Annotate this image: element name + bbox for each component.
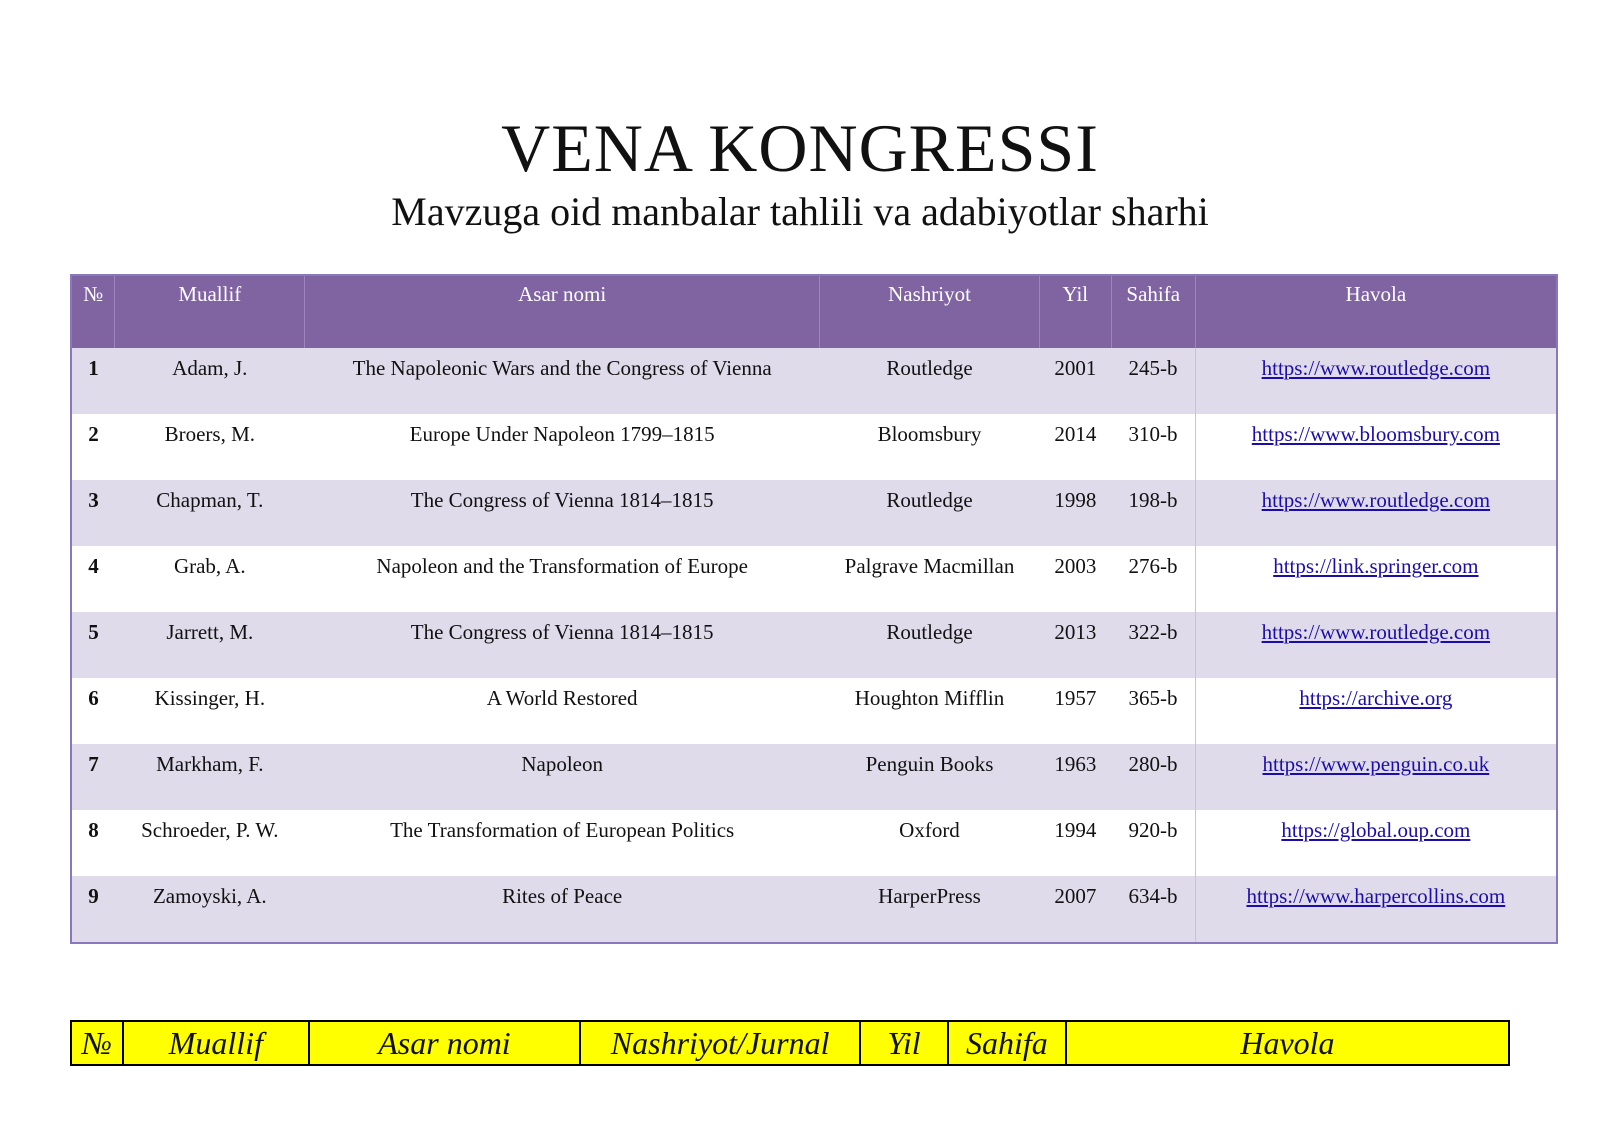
table-row [71,876,1557,943]
row-link-cell [1195,414,1557,480]
row-link-cell [1195,876,1557,943]
header-year: Yil [1039,275,1111,348]
row-title: The Congress of Vienna 1814–1815 [305,612,820,678]
row-publisher: Bloomsbury [820,414,1040,480]
row-pages: 322-b [1111,612,1195,678]
row-title: Napoleon [305,744,820,810]
table-row [71,678,1557,744]
row-author: Adam, J. [115,348,305,414]
row-title: A World Restored [305,678,820,744]
row-pages: 920-b [1111,810,1195,876]
row-title: Europe Under Napoleon 1799–1815 [305,414,820,480]
row-number: 5 [71,612,115,678]
row-pages: 198-b [1111,480,1195,546]
document-subtitle: Mavzuga oid manbalar tahlili va adabiyotlar sharhi [391,189,1209,234]
row-link-cell [1195,348,1557,414]
row-link[interactable]: https://www.routledge.com [1261,620,1491,644]
row-year: 2003 [1039,546,1111,612]
row-pages: 245-b [1111,348,1195,414]
row-year: 1963 [1039,744,1111,810]
template-header-publisher: Nashriyot/Jurnal [580,1021,860,1065]
document-title: VENA KONGRESSI [501,110,1099,186]
table-header-row [71,275,1557,348]
row-number: 2 [71,414,115,480]
row-number: 6 [71,678,115,744]
row-pages: 634-b [1111,876,1195,943]
row-title: The Napoleonic Wars and the Congress of Vienna [305,348,820,414]
row-link-cell [1195,678,1557,744]
row-pages: 310-b [1111,414,1195,480]
template-header-title: Asar nomi [309,1021,580,1065]
table-row [71,348,1557,414]
row-publisher: Routledge [820,348,1040,414]
row-year: 1957 [1039,678,1111,744]
row-author: Jarrett, M. [115,612,305,678]
row-author: Markham, F. [115,744,305,810]
template-header-pages: Sahifa [948,1021,1066,1065]
row-publisher: Penguin Books [820,744,1040,810]
row-publisher: Palgrave Macmillan [820,546,1040,612]
row-link-cell [1195,480,1557,546]
row-number: 3 [71,480,115,546]
table-row [71,810,1557,876]
row-link[interactable]: https://www.harpercollins.com [1246,884,1506,908]
row-link-cell [1195,612,1557,678]
row-number: 7 [71,744,115,810]
template-header-row [71,1021,1509,1065]
row-author: Broers, M. [115,414,305,480]
header-pages: Sahifa [1111,275,1195,348]
header-title: Asar nomi [305,275,820,348]
template-header-link: Havola [1066,1021,1509,1065]
row-author: Schroeder, P. W. [115,810,305,876]
template-header-number: № [71,1021,123,1065]
row-author: Grab, A. [115,546,305,612]
row-author: Kissinger, H. [115,678,305,744]
row-title: Rites of Peace [305,876,820,943]
header-publisher: Nashriyot [820,275,1040,348]
table-row [71,612,1557,678]
row-title: The Transformation of European Politics [305,810,820,876]
row-year: 1998 [1039,480,1111,546]
row-pages: 276-b [1111,546,1195,612]
row-publisher: Oxford [820,810,1040,876]
header-author: Muallif [115,275,305,348]
row-number: 4 [71,546,115,612]
row-number: 9 [71,876,115,943]
row-link[interactable]: https://link.springer.com [1273,554,1479,578]
row-publisher: Houghton Mifflin [820,678,1040,744]
table-row [71,414,1557,480]
sources-table [70,274,1558,944]
blank-template-table [70,1020,1510,1066]
row-link[interactable]: https://archive.org [1299,686,1453,710]
row-link[interactable]: https://www.routledge.com [1261,488,1491,512]
row-link-cell [1195,744,1557,810]
row-pages: 365-b [1111,678,1195,744]
template-header-author: Muallif [123,1021,309,1065]
row-year: 2013 [1039,612,1111,678]
row-pages: 280-b [1111,744,1195,810]
row-link[interactable]: https://www.routledge.com [1261,356,1491,380]
row-link[interactable]: https://www.penguin.co.uk [1262,752,1490,776]
row-number: 1 [71,348,115,414]
row-publisher: Routledge [820,612,1040,678]
table-row [71,480,1557,546]
row-year: 2007 [1039,876,1111,943]
row-author: Zamoyski, A. [115,876,305,943]
row-number: 8 [71,810,115,876]
template-header-year: Yil [860,1021,948,1065]
row-publisher: HarperPress [820,876,1040,943]
table-row [71,546,1557,612]
row-author: Chapman, T. [115,480,305,546]
row-link[interactable]: https://www.bloomsbury.com [1251,422,1500,446]
header-number: № [71,275,115,348]
row-title: The Congress of Vienna 1814–1815 [305,480,820,546]
row-link[interactable]: https://global.oup.com [1281,818,1471,842]
row-year: 2014 [1039,414,1111,480]
row-title: Napoleon and the Transformation of Europe [305,546,820,612]
row-publisher: Routledge [820,480,1040,546]
row-year: 2001 [1039,348,1111,414]
table-row [71,744,1557,810]
row-link-cell [1195,546,1557,612]
header-link: Havola [1195,275,1557,348]
row-link-cell [1195,810,1557,876]
row-year: 1994 [1039,810,1111,876]
